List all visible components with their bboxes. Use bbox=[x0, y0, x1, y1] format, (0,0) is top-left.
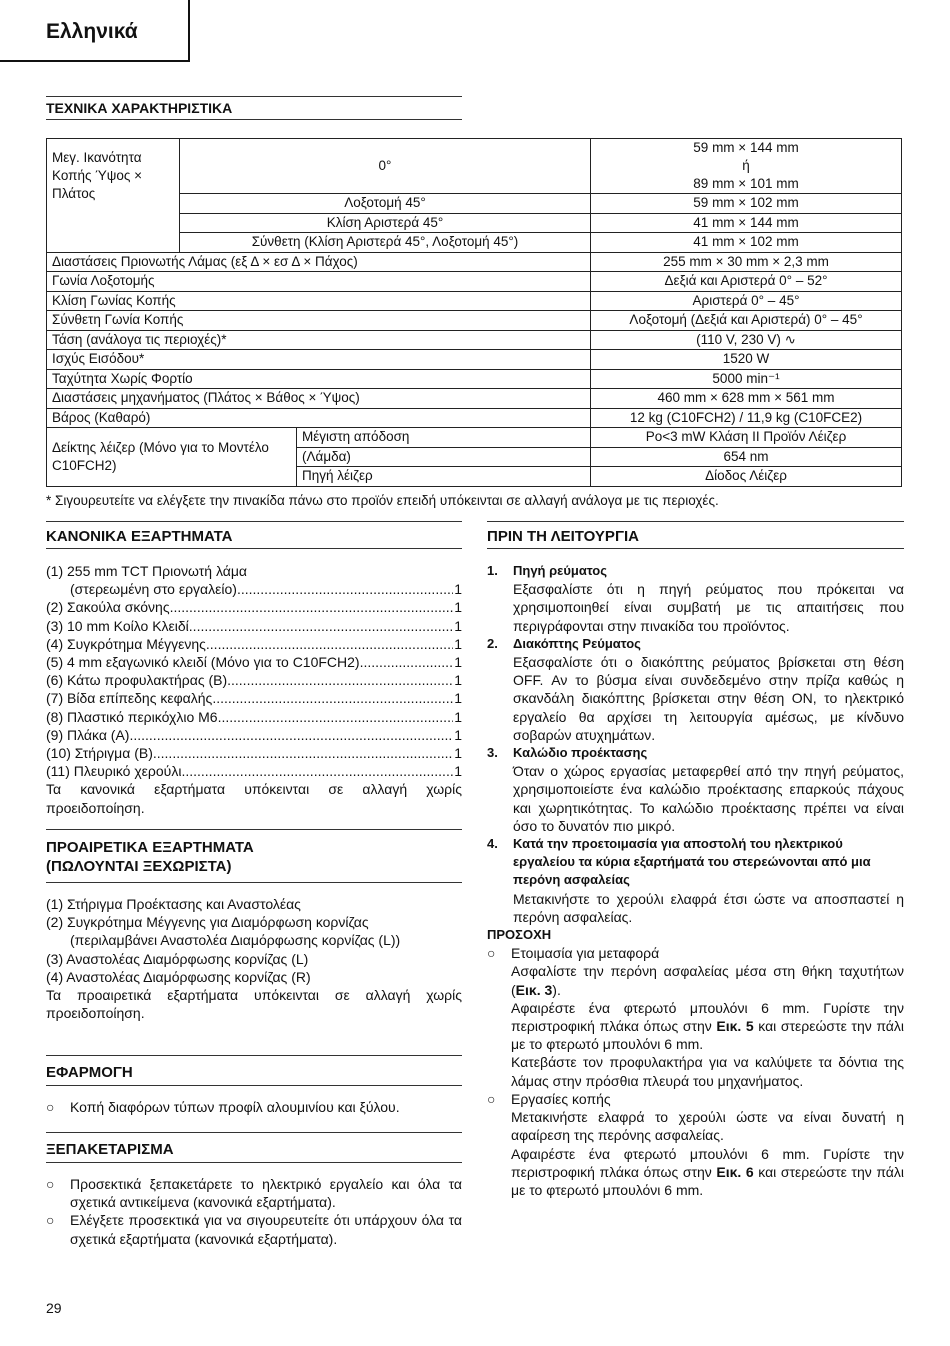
item-number: 1. bbox=[487, 563, 498, 578]
laser-row-value: Po<3 mW Κλάση II Προϊόν Λέιζερ bbox=[591, 428, 902, 448]
cut-row-value bbox=[591, 139, 902, 194]
list-item-qty: 1 bbox=[454, 672, 462, 689]
leader-dots bbox=[170, 598, 454, 616]
cut-row-label: 0° bbox=[180, 139, 591, 194]
list-item-qty: 1 bbox=[454, 745, 462, 762]
spec-row bbox=[47, 428, 902, 448]
spec-label: Κλίση Γωνίας Κοπής bbox=[47, 291, 591, 311]
laser-row-label: Πηγή λέιζερ bbox=[297, 467, 591, 487]
list-item-text: Ελέγξετε προσεκτικά για να σιγουρευτείτε ότι υπάρχουν όλα τα σχετικά εξαρτήματα (κανονικά εξαρτήματα). bbox=[70, 1212, 462, 1247]
spec-heading: ΤΕΧΝΙΚΑ ΧΑΡΑΚΤΗΡΙΣΤΙΚΑ bbox=[46, 100, 233, 116]
circle-bullet-icon: ○ bbox=[487, 945, 496, 962]
spec-value: Λοξοτομή (Δεξιά και Αριστερά) 0° – 45° bbox=[591, 311, 902, 331]
item-title: Ετοιμασία για μεταφορά bbox=[511, 945, 660, 962]
caution-label: ΠΡΟΣΟΧΗ bbox=[487, 927, 552, 943]
language-tab bbox=[0, 0, 190, 62]
item-number: 4. bbox=[487, 836, 498, 852]
laser-row-label: Μέγιστη απόδοση bbox=[297, 428, 591, 448]
list-item: (1) 255 mm TCT Πριονωτή λάμα bbox=[46, 563, 248, 579]
list-item-qty: 1 bbox=[454, 635, 462, 652]
list-item bbox=[487, 835, 904, 926]
list-item-label: (11) Πλευρικό χερούλι bbox=[46, 763, 182, 780]
spec-value: 460 mm × 628 mm × 561 mm bbox=[591, 389, 902, 409]
section-rule bbox=[487, 521, 904, 522]
list-item: (2) Συγκρότημα Μέγγενης για Διαμόρφωση κορνίζας bbox=[46, 914, 369, 931]
section-rule bbox=[46, 882, 462, 883]
item-number: 2. bbox=[487, 635, 498, 651]
spec-label: Σύνθετη Γωνία Κοπής bbox=[47, 311, 591, 331]
list-item: (3) Αναστολέας Διαμόρφωσης κορνίζας (L) bbox=[46, 950, 309, 967]
list-item-label: (10) Στήριγμα (B) bbox=[46, 745, 153, 762]
heading-line: ΠΡΟΑΙΡΕΤΙΚΑ ΕΞΑΡΤΗΜΑΤΑ bbox=[46, 839, 254, 856]
cut-row-label: Κλίση Αριστερά 45° bbox=[180, 213, 591, 233]
list-item bbox=[46, 598, 462, 616]
list-item-qty: 1 bbox=[454, 708, 462, 725]
section-rule bbox=[46, 1085, 462, 1086]
circle-bullet-icon: ○ bbox=[46, 1212, 55, 1229]
item-text: Όταν ο χώρος εργασίας μεταφερθεί από την πηγή ρεύματος, χρησιμοποιείστε ένα καλώδιο προέκτασης επαρκούς πάχους και χωρητικότητας. Το καλώδιο προέκτασης πρέπει να είναι όσο το δυνατόν πιο μικρό. bbox=[513, 763, 904, 834]
list-item-body bbox=[513, 835, 904, 926]
spec-value: Δεξιά και Αριστερά 0° – 52° bbox=[591, 272, 902, 292]
cut-row-value: 59 mm × 102 mm bbox=[591, 194, 902, 214]
spec-value: Αριστερά 0° – 45° bbox=[591, 291, 902, 311]
circle-bullet-icon: ○ bbox=[487, 1090, 496, 1107]
unpacking-list bbox=[46, 1175, 462, 1248]
cut-row-label: Σύνθετη (Κλίση Αριστερά 45°, Λοξοτομή 45°) bbox=[180, 233, 591, 253]
list-item bbox=[46, 617, 462, 635]
list-item bbox=[46, 1175, 462, 1211]
list-item-qty: 1 bbox=[454, 763, 462, 780]
spec-value: 5000 min⁻¹ bbox=[591, 369, 902, 389]
item-title: Εργασίες κοπής bbox=[511, 1090, 611, 1107]
spec-row bbox=[47, 389, 902, 409]
item-text bbox=[511, 1145, 904, 1200]
item-number: 3. bbox=[487, 745, 498, 761]
section-rule bbox=[46, 521, 462, 522]
item-title: Κατά την προετοιμασία για αποστολή του ηλεκτρικού εργαλείου τα κύρια εξαρτήματά του στερεώνονται από μια περόνη ασφαλείας bbox=[513, 836, 871, 888]
list-item-label: (στερεωμένη στο εργαλείο) bbox=[70, 581, 237, 598]
text-segment: Ασφαλίστε την περόνη ασφαλείας μέσα στη θήκη ταχυτήτων ( bbox=[511, 963, 904, 998]
list-item-label: (2) Σακούλα σκόνης bbox=[46, 599, 170, 616]
list-item: (4) Αναστολέας Διαμόρφωσης κορνίζας (R) bbox=[46, 968, 311, 985]
leader-dots bbox=[212, 689, 453, 707]
spec-label: Βάρος (Καθαρό) bbox=[47, 408, 591, 428]
leader-dots bbox=[206, 635, 453, 653]
laser-row-value: Δίοδος Λέιζερ bbox=[591, 467, 902, 487]
list-item-qty: 1 bbox=[454, 654, 462, 671]
optional-accessories-note: Τα προαιρετικά εξαρτήματα υπόκεινται σε αλλαγή χωρίς προειδοποίηση. bbox=[46, 987, 462, 1022]
leader-dots bbox=[227, 671, 453, 689]
cut-capacity-label: Μεγ. Ικανότητα Κοπής Ύψος × Πλάτος bbox=[47, 139, 180, 253]
standard-accessories-list bbox=[46, 562, 462, 817]
list-item bbox=[487, 1090, 904, 1199]
list-item-body bbox=[511, 944, 904, 1090]
leader-dots bbox=[237, 580, 453, 598]
list-item bbox=[487, 744, 904, 835]
list-item-body bbox=[513, 635, 904, 744]
circle-bullet-icon: ○ bbox=[46, 1176, 55, 1192]
laser-row-value: 654 nm bbox=[591, 447, 902, 467]
value-line: 89 mm × 101 mm bbox=[693, 176, 799, 191]
spec-label: Ταχύτητα Χωρίς Φορτίο bbox=[47, 369, 591, 389]
list-item: (1) Στήριγμα Προέκτασης και Αναστολέας bbox=[46, 896, 301, 912]
list-item-continuation: (περιλαμβάνει Αναστολέα Διαμόρφωσης κορνίζας (L)) bbox=[70, 932, 401, 949]
item-title: Διακόπτης Ρεύματος bbox=[513, 635, 641, 651]
cut-row-value: 41 mm × 144 mm bbox=[591, 213, 902, 233]
list-item-body bbox=[511, 1090, 904, 1199]
item-text: Κατεβάστε τον προφυλακτήρα για να καλύψετε τα δόντια της λάμας στην πρόσθια πλευρά του μηχανήματος. bbox=[511, 1054, 904, 1089]
text-segment: και στερεώστε την πάλι με το φτερωτό μπουλόνι 6 mm. bbox=[511, 1018, 904, 1053]
standard-accessories-heading: ΚΑΝΟΝΙΚΑ ΕΞΑΡΤΗΜΑΤΑ bbox=[46, 528, 233, 545]
list-item bbox=[46, 708, 462, 726]
leader-dots bbox=[218, 708, 454, 726]
prior-operation-heading: ΠΡΙΝ ΤΗ ΛΕΙΤΟΥΡΓΙΑ bbox=[487, 528, 639, 545]
list-item bbox=[46, 653, 462, 671]
spec-footnote: * Σιγουρευτείτε να ελέγξετε την πινακίδα πάνω στο προϊόν επειδή υπόκεινται σε αλλαγή ανάλογα με τις περιοχές. bbox=[46, 493, 719, 508]
list-item-label: (5) 4 mm εξαγωνικό κλειδί (Μόνο για το C10FCH2) bbox=[46, 654, 360, 671]
item-text: Μετακινήστε το χερούλι ελαφρά έτσι ώστε να αποσπαστεί η περόνη ασφαλείας. bbox=[513, 890, 904, 925]
value-line: ή bbox=[742, 158, 750, 173]
spec-table bbox=[46, 138, 902, 487]
unpacking-heading: ΞΕΠΑΚΕΤΑΡΙΣΜΑ bbox=[46, 1141, 174, 1158]
text-segment: και στερεώστε την πάλι με το φτερωτό μπουλόνι 6 mm. bbox=[511, 1163, 904, 1198]
optional-accessories-heading bbox=[46, 838, 254, 876]
list-item-text: Προσεκτικά ξεπακετάρετε το ηλεκτρικό εργαλείο και όλα τα σχετικά αντικείμενα (κανονικά εξαρτήματα). bbox=[70, 1176, 462, 1211]
text-segment: ). bbox=[552, 981, 561, 998]
section-rule bbox=[487, 548, 904, 549]
spec-label: Γωνία Λοξοτομής bbox=[47, 272, 591, 292]
list-item-label: (4) Συγκρότημα Μέγγενης bbox=[46, 635, 206, 652]
laser-row-label: (Λάμδα) bbox=[297, 447, 591, 467]
list-item-label: (9) Πλάκα (A) bbox=[46, 726, 130, 743]
prior-operation-list bbox=[487, 562, 904, 1199]
leader-dots bbox=[153, 744, 453, 762]
text-segment: Αφαιρέστε ένα φτερωτό μπουλόνι 6 mm. Γυρίστε την περιστροφική πλάκα όπως στην bbox=[511, 999, 904, 1035]
leader-dots bbox=[360, 653, 454, 671]
section-rule bbox=[46, 1055, 462, 1056]
list-item bbox=[46, 762, 462, 780]
spec-value: 255 mm × 30 mm × 2,3 mm bbox=[591, 252, 902, 272]
list-item bbox=[46, 689, 462, 707]
item-text: Μετακινήστε ελαφρά το χερούλι ώστε να είναι δυνατή η αφαίρεση της περόνης ασφαλείας. bbox=[511, 1109, 904, 1144]
spec-value: (110 V, 230 V) ∿ bbox=[591, 330, 902, 350]
section-rule bbox=[46, 1132, 462, 1133]
figure-ref: Εικ. 3 bbox=[515, 981, 553, 998]
spec-row bbox=[47, 330, 902, 350]
spec-row bbox=[47, 369, 902, 389]
section-rule bbox=[46, 1162, 462, 1163]
heading-line: (ΠΩΛΟΥΝΤΑΙ ΞΕΧΩΡΙΣΤΑ) bbox=[46, 858, 232, 875]
list-item-text: Κοπή διαφόρων τύπων προφίλ αλουμινίου και ξύλου. bbox=[70, 1099, 400, 1115]
spec-value: 1520 W bbox=[591, 350, 902, 370]
language-label: Ελληνικά bbox=[46, 20, 138, 43]
spec-row bbox=[47, 272, 902, 292]
list-item bbox=[46, 1098, 462, 1116]
list-item-qty: 1 bbox=[454, 599, 462, 616]
list-item-body bbox=[513, 562, 904, 635]
spec-heading-rule-top bbox=[46, 96, 462, 97]
spec-row bbox=[47, 139, 902, 194]
list-item-label: (8) Πλαστικό περικόχλιο M6 bbox=[46, 708, 218, 725]
list-item bbox=[487, 635, 904, 744]
list-item bbox=[46, 635, 462, 653]
list-item-label: (7) Βίδα επίπεδης κεφαλής bbox=[46, 690, 213, 707]
standard-accessories-note: Τα κανονικά εξαρτήματα υπόκεινται σε αλλαγή χωρίς προειδοποίηση. bbox=[46, 781, 462, 816]
figure-ref: Εικ. 5 bbox=[716, 1018, 754, 1035]
list-item-label: (3) 10 mm Κοίλο Κλειδί bbox=[46, 617, 189, 634]
list-item bbox=[46, 744, 462, 762]
item-text bbox=[511, 962, 904, 998]
leader-dots bbox=[189, 617, 453, 635]
page-number: 29 bbox=[46, 1300, 62, 1316]
item-title: Καλώδιο προέκτασης bbox=[513, 745, 648, 761]
spec-row bbox=[47, 311, 902, 331]
list-item bbox=[46, 1211, 462, 1247]
list-item bbox=[46, 580, 462, 598]
list-item bbox=[487, 944, 904, 1090]
list-item-qty: 1 bbox=[454, 690, 462, 707]
list-item-body bbox=[513, 744, 904, 835]
list-item bbox=[46, 671, 462, 689]
section-rule bbox=[46, 829, 462, 830]
item-title: Πηγή ρεύματος bbox=[513, 563, 607, 578]
spec-value: 12 kg (C10FCH2) / 11,9 kg (C10FCE2) bbox=[591, 408, 902, 428]
figure-ref: Εικ. 6 bbox=[716, 1163, 754, 1180]
spec-row bbox=[47, 350, 902, 370]
list-item bbox=[46, 726, 462, 744]
circle-bullet-icon: ○ bbox=[46, 1099, 55, 1115]
cut-row-label: Λοξοτομή 45° bbox=[180, 194, 591, 214]
laser-label: Δείκτης λέιζερ (Μόνο για το Μοντέλο C10FCH2) bbox=[47, 428, 297, 487]
spec-label: Διαστάσεις Πριονωτής Λάμας (εξ Δ × εσ Δ × Πάχος) bbox=[47, 252, 591, 272]
item-text: Εξασφαλίστε ότι ο διακόπτης ρεύματος βρίσκεται στη θέση OFF. Αν το βύσμα είναι συνδεδεμένο στην πρίζα καθώς η σκανδάλη διακόπτης βρίσκεται στην θέση ON, το ηλεκτρικό εργαλείο θα αρχίσει τη λειτουργία αμέσως, με κίνδυνο σοβαρών ατυχημάτων. bbox=[513, 654, 904, 743]
list-item bbox=[487, 562, 904, 635]
leader-dots bbox=[181, 762, 453, 780]
value-line: 59 mm × 144 mm bbox=[693, 140, 799, 155]
item-text: Εξασφαλίστε ότι η πηγή ρεύματος που πρόκειται να χρησιμοποιηθεί είναι συμβατή με τις απαιτήσεις που περιγράφονται στην πινακίδα του προϊόντος. bbox=[513, 581, 904, 634]
spec-label: Ισχύς Εισόδου* bbox=[47, 350, 591, 370]
application-heading: ΕΦΑΡΜΟΓΗ bbox=[46, 1064, 133, 1081]
spec-label: Τάση (ανάλογα τις περιοχές)* bbox=[47, 330, 591, 350]
list-item-qty: 1 bbox=[454, 617, 462, 634]
section-rule bbox=[46, 548, 462, 549]
optional-accessories-list bbox=[46, 895, 462, 1022]
list-item-qty: 1 bbox=[454, 581, 462, 598]
leader-dots bbox=[129, 726, 453, 744]
text-segment: Αφαιρέστε ένα φτερωτό μπουλόνι 6 mm. Γυρίστε την περιστροφική πλάκα όπως στην bbox=[511, 1145, 904, 1180]
item-text bbox=[511, 999, 904, 1054]
spec-row bbox=[47, 252, 902, 272]
cut-row-value: 41 mm × 102 mm bbox=[591, 233, 902, 253]
spec-row bbox=[47, 291, 902, 311]
spec-label: Διαστάσεις μηχανήματος (Πλάτος × Βάθος × Ύψος) bbox=[47, 389, 591, 409]
list-item-label: (6) Κάτω προφυλακτήρας (B) bbox=[46, 672, 228, 689]
spec-heading-rule-bottom bbox=[46, 119, 462, 120]
spec-row bbox=[47, 408, 902, 428]
list-item-qty: 1 bbox=[454, 726, 462, 743]
application-list bbox=[46, 1098, 462, 1116]
